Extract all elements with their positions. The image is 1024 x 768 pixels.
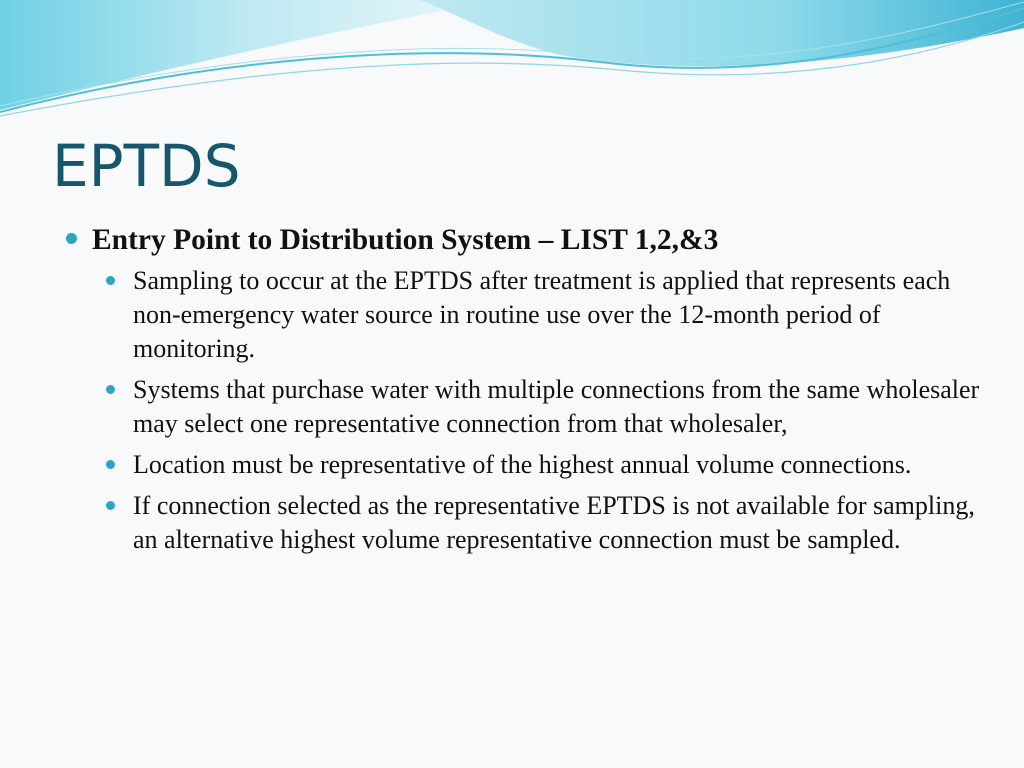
slide-title: EPTDS <box>52 132 241 200</box>
sub-bullet-item <box>104 264 984 366</box>
sub-bullet-item <box>104 448 984 482</box>
decorative-wave-header <box>0 0 1024 120</box>
sub-bullet-text: If connection selected as the representative EPTDS is not available for sampling, an alternative highest volume representative connection must be sampled. <box>133 491 975 554</box>
bullet-level1 <box>64 222 984 258</box>
bullet-dot-icon <box>66 233 77 244</box>
bullet-dot-icon <box>106 276 115 285</box>
bullet-dot-icon <box>106 501 115 510</box>
sub-bullet-item <box>104 373 984 441</box>
bullet-dot-icon <box>106 460 115 469</box>
sub-bullet-text: Location must be representative of the highest annual volume connections. <box>133 450 912 479</box>
sub-bullet-list <box>64 264 984 557</box>
sub-bullet-text: Systems that purchase water with multiple connections from the same wholesaler may select one representative connection from that wholesaler, <box>133 375 980 438</box>
sub-bullet-item <box>104 489 984 557</box>
bullet-heading: Entry Point to Distribution System – LIST 1,2,&3 <box>92 224 719 256</box>
slide-content <box>64 222 984 564</box>
bullet-dot-icon <box>106 385 115 394</box>
sub-bullet-text: Sampling to occur at the EPTDS after treatment is applied that represents each non-emergency water source in routine use over the 12-month period of monitoring. <box>133 266 951 363</box>
